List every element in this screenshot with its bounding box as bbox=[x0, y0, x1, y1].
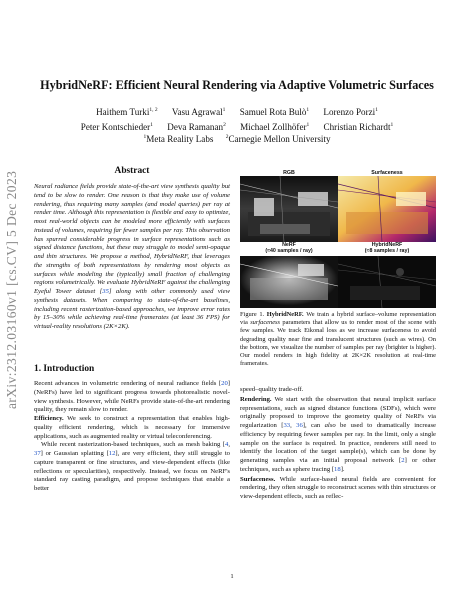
author: Michael Zollhöfer$^1$ bbox=[240, 122, 310, 133]
affiliation: $^2$Carnegie Mellon University bbox=[225, 134, 331, 145]
abstract-heading: Abstract bbox=[114, 166, 150, 176]
figure-label-hybridnerf: HybridNeRF (≈8 samples / ray) bbox=[364, 242, 410, 254]
author: Haithem Turki$^{1, 2}$ bbox=[96, 107, 158, 118]
author: Lorenzo Porzi$^1$ bbox=[323, 107, 378, 118]
page-number: 1 bbox=[230, 573, 234, 580]
figure-label-surfaceness: Surfaceness bbox=[371, 170, 403, 176]
paragraph: Efficiency. We seek to construct a representation that enables high-quality efficient rendering, which is necessary for immersive applications, such as augmented reality or virtual teleconferencing. bbox=[34, 415, 230, 440]
hybrid-samples-image bbox=[338, 256, 436, 308]
paragraph: Recent advances in volumetric rendering of neural radiance fields [20] (NeRFs) have led to significant progress towards photorealistic novel-view synthesis. However, while NeRFs provide state-of-the-art rendering quality, they remain slow to render. bbox=[34, 380, 230, 414]
author: Vasu Agrawal$^1$ bbox=[171, 107, 226, 118]
paper-title: HybridNeRF: Efficient Neural Rendering via Adaptive Volumetric Surfaces bbox=[40, 78, 434, 92]
right-column-body bbox=[240, 386, 436, 503]
surfaceness-image bbox=[338, 176, 436, 242]
affiliations bbox=[40, 134, 434, 144]
figure-caption: Figure 1. HybridNeRF. We train a hybrid surface–volume representation via surfaceness parameters that allow us to render most of the scene with few samples. We track Eikonal loss as we increase surfaceness to avoid degrading quality near fine and translucent structures (such as wires). On the bottom, we visualize the number of samples per ray (brighter is higher). Our model renders in high fidelity at 2K×2K resolution at real-time framerates. bbox=[240, 311, 436, 368]
paragraph: Surfaceness. While surface-based neural fields are convenient for rendering, they often struggle to reconstruct scenes with thin structures or view-dependent effects, such as reflec- bbox=[240, 475, 437, 500]
section-heading: 1. Introduction bbox=[34, 364, 95, 374]
arxiv-stamp: arXiv:2312.03160v1 [cs.CV] 5 Dec 2023 bbox=[4, 170, 19, 410]
paragraph-keyword: Efficiency. bbox=[34, 415, 64, 422]
paragraph: speed–quality trade-off. bbox=[240, 386, 304, 393]
author-row-2 bbox=[40, 119, 434, 134]
paragraph-keyword: Rendering. bbox=[240, 395, 272, 403]
author: Deva Ramanan$^2$ bbox=[167, 122, 226, 133]
citation-link[interactable]: 37 bbox=[34, 450, 41, 457]
author: Christian Richardt$^1$ bbox=[323, 122, 394, 133]
figure-label-nerf: NeRF (≈40 samples / ray) bbox=[265, 242, 313, 254]
affiliation: $^1$Meta Reality Labs bbox=[143, 134, 214, 145]
author-row-1 bbox=[40, 104, 434, 119]
citation-link[interactable]: 35 bbox=[102, 288, 109, 295]
citation-link[interactable]: 2 bbox=[401, 457, 405, 464]
nerf-samples-image bbox=[240, 256, 338, 308]
citation-link[interactable]: 36 bbox=[296, 422, 303, 429]
citation-link[interactable]: 33 bbox=[283, 422, 291, 429]
citation-link[interactable]: 12 bbox=[108, 450, 116, 457]
paragraph: Rendering. We start with the observation that neural implicit surface representations, such as signed distance functions (SDFs), which were originally proposed to improve the geometry quality of NeRFs via regularization [33, 36], can also be used to dramatically increase efficiency by requiring fewer samples per ray. In the limit, only a single sample on the surface is required. In practice, renderers still need to identify the location of the target sample(s), which can be done by generating samples via an initial proposal network [2] or other techniques, such as sphere tracing [18]. bbox=[240, 395, 436, 473]
citation-link[interactable]: 4 bbox=[225, 441, 229, 449]
teaser-figure bbox=[240, 168, 436, 288]
paragraph: While recent rasterization-based techniques, such as mesh baking [4, 37] or Gaussian splatting [12], are very efficient, they still struggle to capture transparent or fine structures, and view-dependent effects (like reflections or specularities), respectively. Instead, we focus on NeRF's standard ray casting paradigm, and propose techniques that enable a better bbox=[34, 441, 231, 492]
paragraph-keyword: Surfaceness. bbox=[240, 475, 276, 483]
figure-label-rgb: RGB bbox=[283, 170, 295, 176]
rgb-image bbox=[240, 176, 338, 242]
author: Peter Kontschieder$^1$ bbox=[80, 122, 153, 133]
citation-link[interactable]: 18 bbox=[334, 465, 341, 473]
figure-images bbox=[240, 168, 436, 308]
author-list bbox=[40, 104, 434, 134]
abstract-body: Neural radiance fields provide state-of-the-art view synthesis quality but tend to be slow to render. One reason is that they make use of volume rendering, thus requiring many samples (and model queries) per ray at render time. Although this representation is flexible and easy to optimize, most real-world objects can be modeled more efficiently with surfaces instead of volumes, requiring far fewer samples per ray. This observation has spurred considerable progress in surface representations such as signed distance functions, but these may struggle to model semi-opaque and thin structures. We propose a method, HybridNeRF, that leverages the strengths of both representations by rendering most objects as surfaces while modeling the (typically) small fraction of challenging regions volumetrically. We evaluate HybridNeRF against the challenging Eyeful Tower dataset [35] along with other commonly used view synthesis datasets. When comparing to state-of-the-art baselines, including recent rasterization-based approaches, we improve error rates by 15–30% while achieving real-time framerates (at least 36 FPS) for virtual-reality resolutions (2K×2K). bbox=[34, 183, 230, 330]
author: Samuel Rota Bulò$^1$ bbox=[239, 107, 310, 118]
intro-body bbox=[34, 380, 230, 494]
citation-link[interactable]: 20 bbox=[221, 380, 228, 387]
